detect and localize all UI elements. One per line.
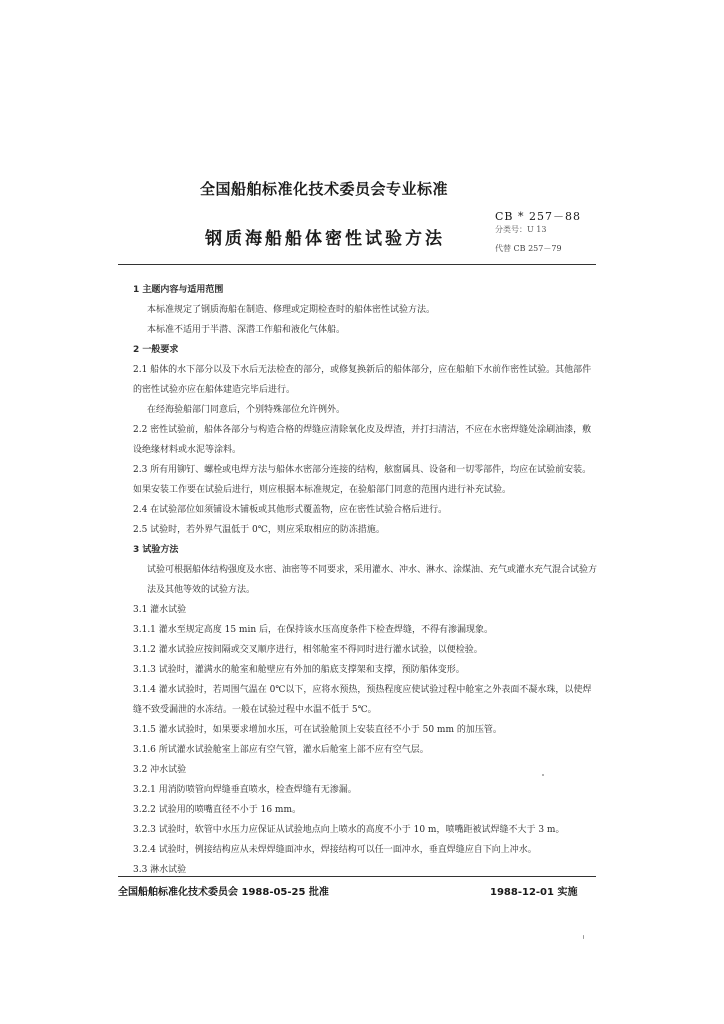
paragraph: 3.1.2 灌水试验应按间隔或交叉顺序进行，相邻舱室不得同时进行灌水试验，以便检验。 [133, 645, 483, 655]
paragraph: 2.1 船体的水下部分以及下水后无法检查的部分，或修复换新后的船体部分，应在船舶下水前作密性试验。其他部件的密性试验亦应在船体建造完毕后进行。 [133, 365, 592, 395]
paragraph: 本标准规定了钢质海船在制造、修理或定期检查时的船体密性试验方法。 [147, 305, 436, 315]
committee-title: 全国船舶标准化技术委员会专业标准 [200, 180, 449, 198]
paragraph: 3.2 冲水试验 [133, 765, 187, 775]
paragraph: 3.2.4 试验时，例接结构应从未焊焊缝面冲水，焊接结构可以任一面冲水，垂直焊缝应自下向上冲水。 [133, 845, 537, 855]
section-heading: 3 试验方法 [133, 545, 179, 555]
document-body [133, 280, 598, 880]
paragraph: 2.4 在试验部位如须铺设木铺板或其他形式覆盖物，应在密性试验合格后进行。 [133, 505, 448, 515]
paragraph: 3.1.5 灌水试验时，如果要求增加水压，可在试验舱顶上安装直径不小于 50 mm 的加压管。 [133, 725, 502, 735]
scan-speck [542, 774, 544, 776]
paragraph: 2.3 所有用铆钉、螺栓或电焊方法与船体水密部分连接的结构，舷窗属具、设备和一切零部件，均应在试验前安装。如果安装工作要在试验后进行，则应根据本标准规定，在验船部门同意的范围内进行补充试验。 [133, 465, 592, 495]
paragraph: 3.2.3 试验时，软管中水压力应保证从试验地点向上喷水的高度不小于 10 m，喷嘴距被试焊缝不大于 3 m。 [133, 825, 565, 835]
standard-number: CB * 257－88 [495, 210, 581, 223]
paragraph: 本标准不适用于半潜、深潜工作船和液化气体船。 [147, 325, 346, 335]
paragraph: 3.1.4 灌水试验时，若周围气温在 0℃以下，应将水预热，预热程度应使试验过程中舱室之外表面不凝水珠，以使焊缝不致受漏泄的水冻结。一般在试验过程中水温不低于 5℃。 [133, 685, 592, 715]
paragraph: 3.1.1 灌水至规定高度 15 min 后，在保持该水压高度条件下检查焊缝，不得有渗漏现象。 [133, 625, 494, 635]
replaces-standard: 代替 CB 257－79 [495, 244, 562, 253]
section-heading: 2 一般要求 [133, 345, 179, 355]
paragraph: 3.1 灌水试验 [133, 605, 187, 615]
classification-number: 分类号：U 13 [495, 225, 547, 234]
paragraph: 在经海验船部门同意后，个别特殊部位允许例外。 [147, 405, 346, 415]
paragraph: 3.2.1 用消防喷管向焊缝垂直喷水，检查焊缝有无渗漏。 [133, 785, 357, 795]
paragraph: 3.3 淋水试验 [133, 865, 187, 875]
paragraph: 3.1.6 所试灌水试验舱室上部应有空气管，灌水后舱室上部不应有空气层。 [133, 745, 429, 755]
paragraph: 3.2.2 试验用的喷嘴直径不小于 16 mm。 [133, 805, 302, 815]
scan-speck [583, 935, 584, 939]
paragraph: 2.5 试验时，若外界气温低于 0℃，则应采取相应的防冻措施。 [133, 525, 385, 535]
section-heading: 1 主题内容与适用范围 [133, 285, 224, 295]
implementation-date: 1988-12-01 实施 [490, 887, 578, 898]
header-rule [118, 264, 596, 265]
footer-rule [118, 876, 596, 877]
document-title: 钢质海船船体密性试验方法 [205, 229, 445, 249]
paragraph: 2.2 密性试验前，船体各部分与构造合格的焊缝应清除氧化皮及焊渣，并打扫清洁，不应在水密焊缝处涂刷油漆，敷设绝缘材料或水泥等涂料。 [133, 425, 592, 455]
paragraph: 试验可根据船体结构强度及水密、油密等不同要求，采用灌水、冲水、淋水、涂煤油、充气或灌水充气混合试验方法及其他等效的试验方法。 [147, 565, 598, 595]
paragraph: 3.1.3 试验时，灌满水的舱室和舱壁应有外加的船底支撑架和支撑，预防船体变形。 [133, 665, 465, 675]
approval-line: 全国船舶标准化技术委员会 1988-05-25 批准 [118, 887, 329, 898]
